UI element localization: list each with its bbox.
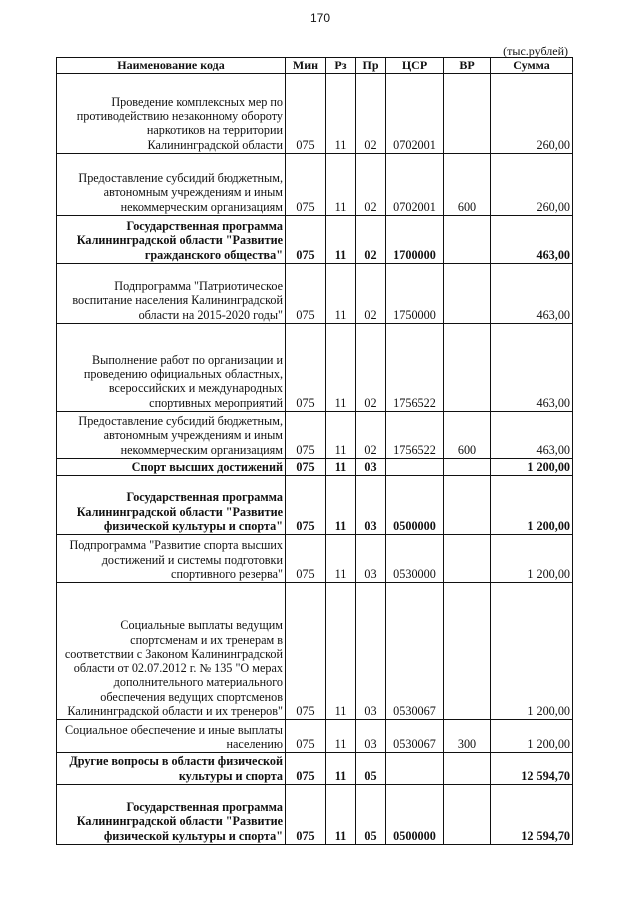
- cell-min: 075: [286, 753, 326, 785]
- cell-csr: 0702001: [386, 74, 444, 154]
- cell-vr: [444, 535, 491, 583]
- cell-sum: 260,00: [491, 74, 573, 154]
- cell-csr: 0530067: [386, 583, 444, 720]
- cell-sum: 1 200,00: [491, 476, 573, 535]
- cell-rz: 11: [326, 720, 356, 753]
- cell-name: Выполнение работ по организации и проведению официальных областных, всероссийских и международных спортивных мероприятий: [57, 324, 286, 412]
- col-header-min: Мин: [286, 58, 326, 74]
- table-row: [57, 412, 573, 459]
- units-label: (тыс.рублей): [503, 44, 568, 58]
- cell-min: 075: [286, 459, 326, 476]
- cell-vr: [444, 784, 491, 844]
- cell-vr: [444, 476, 491, 535]
- cell-rz: 11: [326, 412, 356, 459]
- cell-rz: 11: [326, 459, 356, 476]
- table-row: [57, 720, 573, 753]
- cell-vr: [444, 583, 491, 720]
- cell-pr: 02: [356, 154, 386, 216]
- cell-rz: 11: [326, 535, 356, 583]
- cell-sum: 1 200,00: [491, 535, 573, 583]
- budget-table: [56, 57, 573, 845]
- cell-csr: 1756522: [386, 412, 444, 459]
- cell-rz: 11: [326, 476, 356, 535]
- cell-sum: 1 200,00: [491, 583, 573, 720]
- cell-min: 075: [286, 412, 326, 459]
- cell-csr: 0530000: [386, 535, 444, 583]
- cell-rz: 11: [326, 324, 356, 412]
- cell-sum: 260,00: [491, 154, 573, 216]
- cell-rz: 11: [326, 784, 356, 844]
- cell-min: 075: [286, 324, 326, 412]
- cell-name: Подпрограмма "Патриотическое воспитание населения Калининградской области на 2015-2020 годы": [57, 264, 286, 324]
- cell-csr: [386, 753, 444, 785]
- cell-name: Проведение комплексных мер по противодействию незаконному обороту наркотиков на территории Калининградской области: [57, 74, 286, 154]
- table-row: [57, 784, 573, 844]
- cell-pr: 02: [356, 216, 386, 264]
- cell-csr: 0530067: [386, 720, 444, 753]
- table-row: [57, 154, 573, 216]
- cell-pr: 05: [356, 784, 386, 844]
- cell-name: Государственная программа Калининградской области "Развитие физической культуры и спорта": [57, 784, 286, 844]
- cell-name: Социальные выплаты ведущим спортсменам и их тренерам в соответствии с Законом Калининградской области от 02.07.2012 г. № 135 "О мерах дополнительного материального обеспечения ведущих спортсменов Калининградской области и их тренеров": [57, 583, 286, 720]
- cell-name: Другие вопросы в области физической культуры и спорта: [57, 753, 286, 785]
- table-row: [57, 459, 573, 476]
- cell-pr: 03: [356, 583, 386, 720]
- cell-vr: 300: [444, 720, 491, 753]
- cell-rz: 11: [326, 74, 356, 154]
- cell-min: 075: [286, 583, 326, 720]
- cell-min: 075: [286, 720, 326, 753]
- cell-pr: 02: [356, 264, 386, 324]
- cell-rz: 11: [326, 216, 356, 264]
- cell-rz: 11: [326, 154, 356, 216]
- cell-sum: 12 594,70: [491, 753, 573, 785]
- cell-vr: [444, 264, 491, 324]
- cell-min: 075: [286, 535, 326, 583]
- col-header-pr: Пр: [356, 58, 386, 74]
- cell-pr: 03: [356, 535, 386, 583]
- cell-csr: 0702001: [386, 154, 444, 216]
- cell-min: 075: [286, 154, 326, 216]
- cell-vr: [444, 216, 491, 264]
- table-row: [57, 476, 573, 535]
- cell-csr: 1700000: [386, 216, 444, 264]
- cell-name: Социальное обеспечение и иные выплаты населению: [57, 720, 286, 753]
- cell-vr: [444, 753, 491, 785]
- cell-sum: 1 200,00: [491, 459, 573, 476]
- cell-rz: 11: [326, 583, 356, 720]
- table-row: [57, 753, 573, 785]
- table-row: [57, 535, 573, 583]
- table-row: [57, 324, 573, 412]
- cell-csr: 0500000: [386, 784, 444, 844]
- cell-csr: 0500000: [386, 476, 444, 535]
- col-header-name: Наименование кода: [57, 58, 286, 74]
- cell-rz: 11: [326, 264, 356, 324]
- cell-csr: [386, 459, 444, 476]
- cell-vr: 600: [444, 412, 491, 459]
- cell-pr: 02: [356, 74, 386, 154]
- cell-vr: [444, 74, 491, 154]
- cell-name: Предоставление субсидий бюджетным, автономным учреждениям и иным некоммерческим организациям: [57, 412, 286, 459]
- cell-csr: 1750000: [386, 264, 444, 324]
- cell-sum: 463,00: [491, 324, 573, 412]
- cell-min: 075: [286, 264, 326, 324]
- cell-rz: 11: [326, 753, 356, 785]
- cell-name: Предоставление субсидий бюджетным, автономным учреждениям и иным некоммерческим организациям: [57, 154, 286, 216]
- cell-pr: 05: [356, 753, 386, 785]
- col-header-vr: ВР: [444, 58, 491, 74]
- cell-name: Подпрограмма "Развитие спорта высших достижений и системы подготовки спортивного резерва": [57, 535, 286, 583]
- cell-pr: 03: [356, 720, 386, 753]
- cell-vr: [444, 324, 491, 412]
- cell-sum: 463,00: [491, 216, 573, 264]
- table-row: [57, 583, 573, 720]
- page-number: 170: [309, 11, 331, 25]
- cell-name: Государственная программа Калининградской области "Развитие физической культуры и спорта": [57, 476, 286, 535]
- col-header-sum: Сумма: [491, 58, 573, 74]
- cell-sum: 12 594,70: [491, 784, 573, 844]
- col-header-csr: ЦСР: [386, 58, 444, 74]
- cell-pr: 02: [356, 412, 386, 459]
- cell-min: 075: [286, 476, 326, 535]
- cell-sum: 463,00: [491, 264, 573, 324]
- cell-vr: 600: [444, 154, 491, 216]
- cell-csr: 1756522: [386, 324, 444, 412]
- cell-sum: 463,00: [491, 412, 573, 459]
- cell-pr: 03: [356, 476, 386, 535]
- table-header-row: [57, 58, 573, 74]
- col-header-rz: Рз: [326, 58, 356, 74]
- table-row: [57, 216, 573, 264]
- cell-pr: 03: [356, 459, 386, 476]
- cell-sum: 1 200,00: [491, 720, 573, 753]
- cell-min: 075: [286, 74, 326, 154]
- cell-min: 075: [286, 216, 326, 264]
- cell-vr: [444, 459, 491, 476]
- cell-name: Спорт высших достижений: [57, 459, 286, 476]
- cell-pr: 02: [356, 324, 386, 412]
- table-row: [57, 264, 573, 324]
- cell-min: 075: [286, 784, 326, 844]
- cell-name: Государственная программа Калининградской области "Развитие гражданского общества": [57, 216, 286, 264]
- table-row: [57, 74, 573, 154]
